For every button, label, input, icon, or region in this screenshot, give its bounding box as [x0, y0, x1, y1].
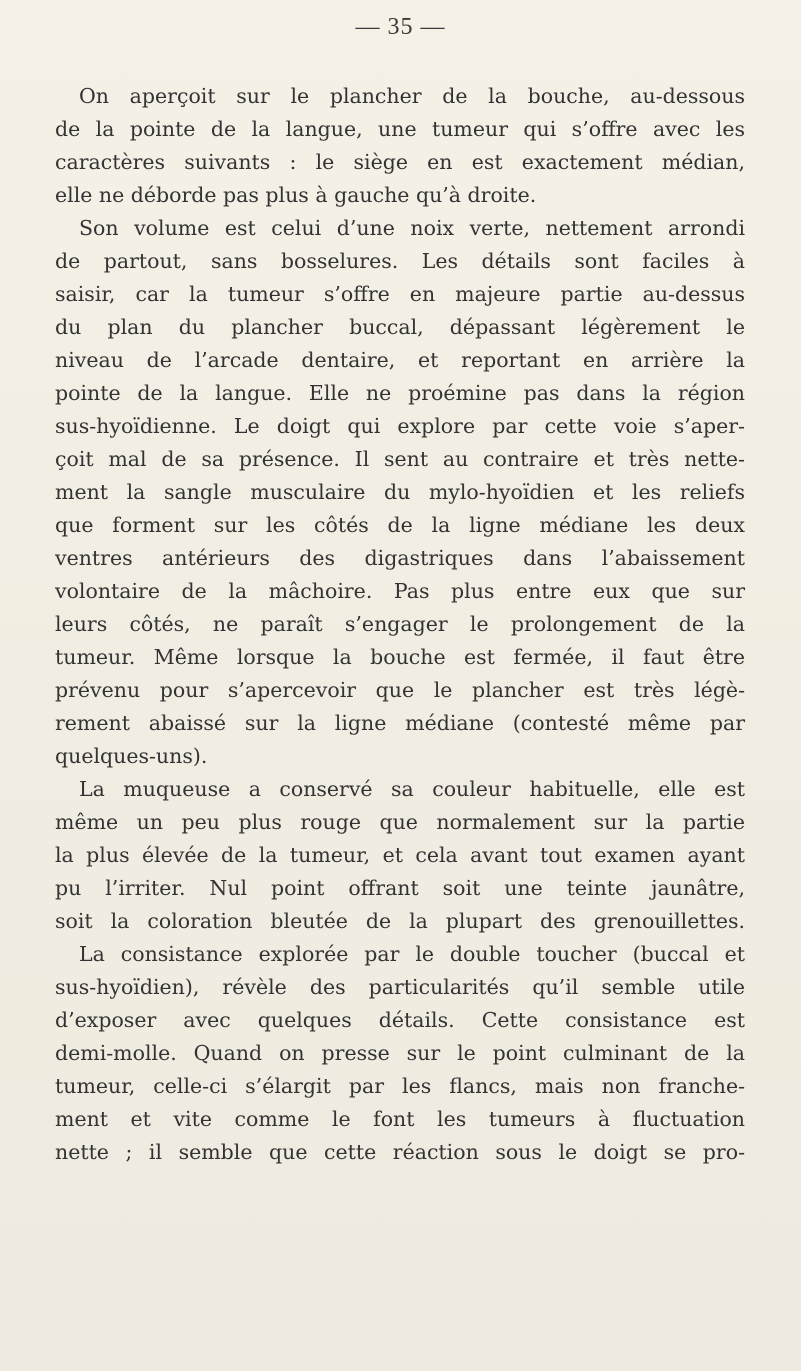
text-line: quelques-uns).: [55, 744, 208, 768]
text-line: On aperçoit sur le plancher de la bouche, au-dessous: [79, 84, 745, 108]
text-line: La muqueuse a conservé sa couleur habituelle, elle est: [79, 777, 745, 801]
text-line: Son volume est celui d’une noix verte, nettement arrondi: [79, 216, 745, 240]
text-line: sus-hyoïdien), révèle des particularités qu’il semble utile: [55, 975, 745, 999]
text-line: ventres antérieurs des digastriques dans l’abaissement: [55, 546, 745, 570]
text-line: ment la sangle musculaire du mylo-hyoïdien et les reliefs: [55, 480, 745, 504]
text-line: prévenu pour s’apercevoir que le plancher est très légè-: [55, 678, 745, 702]
text-line: la plus élevée de la tumeur, et cela avant tout examen ayant: [55, 843, 745, 867]
text-line: de partout, sans bosselures. Les détails sont faciles à: [55, 249, 745, 273]
text-line: saisir, car la tumeur s’offre en majeure partie au-dessus: [55, 282, 745, 306]
text-line: elle ne déborde pas plus à gauche qu’à droite.: [55, 183, 537, 207]
text-line: volontaire de la mâchoire. Pas plus entre eux que sur: [55, 579, 745, 603]
text-line: nette ; il semble que cette réaction sous le doigt se pro-: [55, 1140, 745, 1164]
text-line: pu l’irriter. Nul point offrant soit une teinte jaunâtre,: [55, 876, 745, 900]
text-line: demi-molle. Quand on presse sur le point culminant de la: [55, 1041, 745, 1065]
text-line: tumeur, celle-ci s’élargit par les flancs, mais non franche-: [55, 1074, 745, 1098]
text-line: rement abaissé sur la ligne médiane (contesté même par: [55, 711, 745, 735]
text-line: de la pointe de la langue, une tumeur qui s’offre avec les: [55, 117, 745, 141]
page-number: — 35 —: [355, 14, 446, 40]
text-line: niveau de l’arcade dentaire, et reportant en arrière la: [55, 348, 745, 372]
text-line: du plan du plancher buccal, dépassant légèrement le: [55, 315, 745, 339]
text-line: caractères suivants : le siège en est exactement médian,: [55, 150, 745, 174]
text-line: tumeur. Même lorsque la bouche est fermée, il faut être: [55, 645, 745, 669]
text-line: leurs côtés, ne paraît s’engager le prolongement de la: [55, 612, 745, 636]
body-text: [55, 80, 745, 1169]
text-line: que forment sur les côtés de la ligne médiane les deux: [55, 513, 745, 537]
text-line: même un peu plus rouge que normalement sur la partie: [55, 810, 745, 834]
text-line: soit la coloration bleutée de la plupart des grenouillettes.: [55, 909, 745, 933]
text-line: d’exposer avec quelques détails. Cette consistance est: [55, 1008, 745, 1032]
text-line: sus-hyoïdienne. Le doigt qui explore par cette voie s’aper-: [55, 414, 745, 438]
text-line: pointe de la langue. Elle ne proémine pas dans la région: [55, 381, 745, 405]
text-line: çoit mal de sa présence. Il sent au contraire et très nette-: [55, 447, 745, 471]
text-line: La consistance explorée par le double toucher (buccal et: [79, 942, 745, 966]
text-line: ment et vite comme le font les tumeurs à fluctuation: [55, 1107, 745, 1131]
